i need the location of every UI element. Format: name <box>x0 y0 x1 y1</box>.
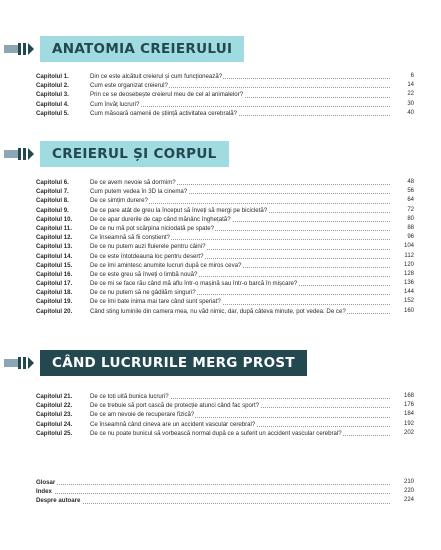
chapter-label: Capitolul 7. <box>36 188 69 196</box>
chapter-title: De ce nu mă pot scărpina niciodată pe spate? <box>90 224 214 232</box>
chapter-label: Capitolul 2. <box>36 82 69 90</box>
back-matter-label: Despre autoare <box>36 497 81 505</box>
chapter-label: Capitolul 22. <box>36 402 73 410</box>
toc-row <box>36 307 414 316</box>
chapter-label: Capitolul 16. <box>36 270 73 278</box>
section-title: CREIERUL ȘI CORPUL <box>40 141 229 167</box>
toc-row <box>36 420 414 429</box>
page-number: 168 <box>403 393 414 399</box>
toc-row <box>36 242 414 251</box>
chapter-title: De ce nu putem să ne gâdilăm singuri? <box>90 289 196 297</box>
back-matter-label: Index <box>36 488 52 496</box>
chapter-label: Capitolul 20. <box>36 307 73 315</box>
chapter-label: Capitolul 1. <box>36 73 69 80</box>
chapter-title: Ce înseamnă când cineva are un accident vascular cerebral? <box>90 420 256 428</box>
section-banner <box>4 36 234 62</box>
toc-row <box>36 261 414 270</box>
page-number: 176 <box>403 402 414 409</box>
section-title: CÂND LUCRURILE MERG PROST <box>40 350 307 376</box>
chapter-title: De ce nu putem auzi fluierele pentru câini? <box>90 243 206 251</box>
page-number: 144 <box>403 289 414 296</box>
chapter-label: Capitolul 4. <box>36 100 69 108</box>
back-matter-label: Glosar <box>36 479 56 486</box>
page-number: 210 <box>403 479 414 485</box>
page-number: 80 <box>407 215 414 222</box>
back-matter-row <box>36 496 414 505</box>
chapter-title: De ce trebuie să port cască de protecție atunci când fac sport? <box>90 402 260 410</box>
page-number: 224 <box>403 497 414 504</box>
chapter-title: De ce simțim durere? <box>90 197 148 205</box>
toc-row <box>36 178 414 187</box>
toc-row <box>36 233 414 242</box>
chapter-title: De ce am nevoie de recuperare fizică? <box>90 411 195 419</box>
toc-row <box>36 270 414 279</box>
back-matter-list <box>36 478 414 506</box>
toc-row <box>36 279 414 288</box>
page-number: 202 <box>403 429 414 436</box>
toc-row <box>36 288 414 297</box>
page-number: 6 <box>410 73 414 79</box>
chapter-title: De ce nu poate bunicul să vorbească normal după ce a suferit un accident vascular cerebral? <box>90 429 342 437</box>
chapter-label: Capitolul 10. <box>36 215 73 223</box>
chapter-label: Capitolul 13. <box>36 243 73 251</box>
pencil-icon <box>4 148 32 160</box>
page-number: 56 <box>407 188 414 195</box>
toc-row <box>36 215 414 224</box>
page-number: 72 <box>407 206 414 213</box>
toc-row <box>36 187 414 196</box>
toc-row <box>36 429 414 438</box>
page-number: 128 <box>403 270 414 277</box>
chapter-title: Prin ce se deosebește creierul meu de cel al animalelor? <box>90 91 244 99</box>
chapter-title: Din ce este alcătuit creierul și cum funcționează? <box>90 73 223 80</box>
chapter-title: Ce înseamnă să fii conștient? <box>90 234 170 242</box>
page-number: 30 <box>407 100 414 107</box>
chapter-label: Capitolul 3. <box>36 91 69 99</box>
toc-row <box>36 410 414 419</box>
pencil-icon <box>4 357 32 369</box>
page-number: 112 <box>404 252 414 259</box>
chapter-title: De ce toți uită bunica lucruri? <box>90 393 169 400</box>
chapter-label: Capitolul 11. <box>36 224 72 232</box>
leader-dots <box>36 484 390 485</box>
chapter-title: De ce este întotdeauna loc pentru desert? <box>90 252 204 260</box>
toc-row <box>36 224 414 233</box>
chapter-label: Capitolul 21. <box>36 393 73 400</box>
page-number: 160 <box>403 307 414 314</box>
page-number: 192 <box>403 420 414 427</box>
chapter-title: De ce îmi amintesc anumite lucruri după ce miros ceva? <box>90 261 242 269</box>
toc-row <box>36 109 414 118</box>
chapter-title: Cum putem vedea în 3D la cinema? <box>90 188 188 196</box>
toc-row <box>36 196 414 205</box>
page-number: 96 <box>407 234 414 241</box>
back-matter-row <box>36 478 414 487</box>
chapter-list <box>36 392 414 438</box>
page-number: 64 <box>407 197 414 204</box>
page-number: 136 <box>403 280 414 287</box>
toc-row <box>36 90 414 99</box>
chapter-label: Capitolul 17. <box>36 280 73 288</box>
chapter-title: Cum măsoară oamenii de știință activitatea cerebrală? <box>90 109 237 117</box>
chapter-list <box>36 178 414 316</box>
chapter-title: De ce apar durerile de cap când mănânc înghețată? <box>90 215 231 223</box>
page-number: 184 <box>403 411 414 418</box>
chapter-label: Capitolul 5. <box>36 109 69 117</box>
toc-row <box>36 206 414 215</box>
back-matter-row <box>36 487 414 496</box>
page-number: 14 <box>407 82 414 89</box>
chapter-label: Capitolul 18. <box>36 289 73 297</box>
chapter-label: Capitolul 23. <box>36 411 73 419</box>
toc-row <box>36 401 414 410</box>
chapter-list <box>36 72 414 118</box>
section-banner <box>4 141 234 167</box>
chapter-label: Capitolul 19. <box>36 298 73 306</box>
chapter-title: Când sting luminile din camera mea, nu văd nimic, dar, după câteva minute, pot vedea. De ce? <box>90 307 346 315</box>
page-number: 48 <box>407 179 414 185</box>
chapter-label: Capitolul 14. <box>36 252 73 260</box>
page-number: 22 <box>407 91 414 98</box>
toc-row <box>36 100 414 109</box>
chapter-title: De ce îmi bate inima mai tare când sunt speriat? <box>90 298 221 306</box>
chapter-label: Capitolul 25. <box>36 429 73 437</box>
chapter-title: De ce avem nevoie să dormim? <box>90 179 176 186</box>
chapter-title: De ce mi se face rău când mă aflu într-o mașină sau într-o barcă în mișcare? <box>90 280 298 288</box>
chapter-label: Capitolul 15. <box>36 261 73 269</box>
chapter-label: Capitolul 8. <box>36 197 69 205</box>
chapter-title: Cum învăț lucruri? <box>90 100 140 108</box>
section-banner <box>4 350 304 376</box>
page-number: 88 <box>407 224 414 231</box>
pencil-icon <box>4 43 32 55</box>
chapter-label: Capitolul 24. <box>36 420 73 428</box>
chapter-title: De ce pare atât de greu la început să înveți să mergi pe bicicletă? <box>90 206 268 214</box>
leader-dots <box>36 493 390 494</box>
toc-row <box>36 297 414 306</box>
page-number: 152 <box>403 298 414 305</box>
toc-row <box>36 252 414 261</box>
chapter-label: Capitolul 6. <box>36 179 69 186</box>
toc-row <box>36 392 414 401</box>
section-title: ANATOMIA CREIERULUI <box>40 36 244 62</box>
page-number: 40 <box>407 109 414 116</box>
page-number: 120 <box>403 261 414 268</box>
page-number: 104 <box>403 243 414 250</box>
page-number: 220 <box>403 488 414 495</box>
chapter-title: Cum este organizat creierul? <box>90 82 168 90</box>
toc-row <box>36 72 414 81</box>
chapter-label: Capitolul 12. <box>36 234 73 242</box>
leader-dots <box>36 503 390 504</box>
chapter-title: De ce este greu să înveți o limbă nouă? <box>90 270 198 278</box>
chapter-label: Capitolul 9. <box>36 206 69 214</box>
toc-row <box>36 81 414 90</box>
